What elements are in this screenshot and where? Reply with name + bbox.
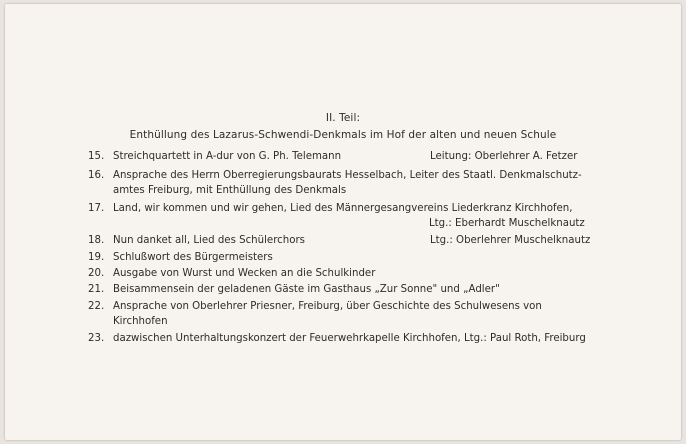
item-text-continuation: amtes Freiburg, mit Enthüllung des Denkmals — [113, 185, 347, 196]
subtitle: Enthüllung des Lazarus-Schwendi-Denkmals im Hof der alten und neuen Schule — [129, 129, 557, 141]
item-text: Ansprache des Herrn Oberregierungsbaurats Hesselbach, Leiter des Staatl. Denkmalschutz- — [113, 170, 582, 181]
item-text: Beisammensein der geladenen Gäste im Gasthaus „Zur Sonne" und „Adler" — [113, 284, 500, 295]
item-leader: Ltg.: Eberhardt Muschelknautz — [429, 218, 585, 229]
item-text: Ansprache von Oberlehrer Priesner, Freiburg, über Geschichte des Schulwesens von — [113, 301, 542, 312]
item-text: Land, wir kommen und wir gehen, Lied des Männergesangvereins Liederkranz Kirchhofen, — [113, 203, 573, 214]
item-text: dazwischen Unterhaltungskonzert der Feuerwehrkapelle Kirchhofen, Ltg.: Paul Roth, Freiburg — [113, 333, 586, 344]
item-number: 15. — [88, 151, 105, 162]
item-text-continuation: Kirchhofen — [113, 316, 168, 327]
item-text: Nun danket all, Lied des Schülerchors — [113, 235, 305, 246]
item-text: Streichquartett in A-dur von G. Ph. Telemann — [113, 151, 342, 162]
item-leader: Leitung: Oberlehrer A. Fetzer — [430, 151, 578, 162]
item-number: 16. — [88, 170, 105, 181]
item-number: 17. — [88, 203, 105, 214]
item-number: 22. — [88, 301, 105, 312]
item-number: 21. — [88, 284, 105, 295]
item-text: Ausgabe von Wurst und Wecken an die Schulkinder — [113, 268, 376, 279]
item-number: 18. — [88, 235, 105, 246]
item-number: 20. — [88, 268, 105, 279]
item-number: 23. — [88, 333, 105, 344]
item-number: 19. — [88, 252, 105, 263]
part-title: II. Teil: — [325, 112, 361, 124]
item-text: Schlußwort des Bürgermeisters — [113, 252, 273, 263]
item-leader: Ltg.: Oberlehrer Muschelknautz — [430, 235, 591, 246]
